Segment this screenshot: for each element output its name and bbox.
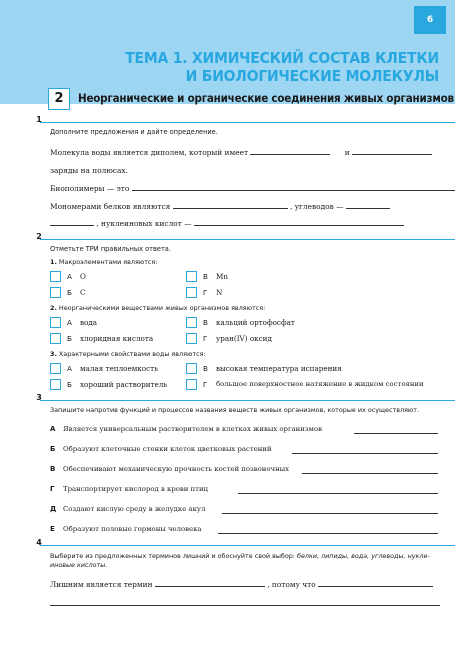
task-3-row [50,465,440,475]
row-text: Транспортирует кислород в крови птиц [63,485,208,493]
task-4-instruction-text: Выберите из предложенных терминов лишний и обоснуйте свой выбор: [50,552,295,560]
option-text: хороший растворитель [80,380,168,389]
task-1-line-4-text-a: Мономерами белков являются [50,202,171,211]
task-2-number: 2 [36,232,42,241]
option-letter: В [203,272,208,281]
row-text: Образуют клеточные стенки клеток цветковых растений [63,445,272,453]
task-4-divider [40,545,455,546]
task-1-line-3 [50,184,455,193]
q1-option-b[interactable] [50,287,180,299]
q2-option-g[interactable] [186,333,386,345]
question-3 [50,350,206,358]
task-4-instruction-cont [50,561,107,569]
task-1-number: 1 [36,115,42,124]
option-text: Mn [216,272,228,281]
option-text: уран(IV) оксид [216,334,272,343]
q2-option-a[interactable] [50,317,180,329]
option-letter: Б [67,288,72,297]
page-number: 6 [414,6,446,34]
task-1-line-2: заряды на полюсах. [50,166,128,175]
checkbox[interactable] [50,379,61,390]
checkbox[interactable] [186,333,197,344]
q3-option-v[interactable] [186,363,446,375]
task-3-row [50,485,440,495]
answer-line[interactable] [50,605,440,606]
task-1-line-1 [50,148,432,157]
question-2-text: Неорганическими веществами живых организмов являются: [58,304,266,312]
answer-blank[interactable] [194,219,404,226]
option-letter: Г [203,288,208,297]
task-4-answer-text-b: , потому что [267,580,316,589]
q3-option-a[interactable] [50,363,180,375]
task-3-row [50,445,440,455]
q1-option-g[interactable] [186,287,316,299]
q3-option-b[interactable] [50,379,180,391]
question-3-text: Характерными свойствами воды являются: [58,350,206,358]
row-letter: В [50,465,56,473]
option-letter: В [203,364,208,373]
question-1-text: Макроэлементами являются: [58,258,158,266]
option-letter: Б [67,334,72,343]
q1-option-v[interactable] [186,271,316,283]
option-text: O [80,272,86,281]
task-1-line-1-text-a: Молекула воды является диполем, который имеет [50,148,249,157]
option-text: кальций ортофосфат [216,318,295,327]
checkbox[interactable] [186,317,197,328]
q2-option-v[interactable] [186,317,386,329]
task-4-answer-line [50,580,433,589]
question-1 [50,258,157,266]
row-text: Обеспечивают механическую прочность костей позвоночных [63,465,290,473]
option-letter: Г [203,380,208,389]
task-1-line-4-text-b: , углеводов — [290,202,344,211]
topic-title-line-1: ТЕМА 1. ХИМИЧЕСКИЙ СОСТАВ КЛЕТКИ [125,49,439,67]
option-letter: А [67,364,72,373]
task-1-line-1-text-b: и [344,148,350,157]
checkbox[interactable] [50,287,61,298]
task-3-row [50,425,440,435]
answer-blank[interactable] [132,184,455,191]
answer-line[interactable] [218,533,438,534]
option-letter: А [67,318,72,327]
question-2 [50,304,265,312]
option-text: вода [80,318,98,327]
task-4-answer-text-a: Лишним является термин [50,580,153,589]
task-4-instruction [50,552,430,560]
checkbox[interactable] [186,363,197,374]
checkbox[interactable] [186,271,197,282]
checkbox[interactable] [50,363,61,374]
task-3-instruction: Запишите напротив функций и процессов названия веществ живых организмов, которые их осуществляют. [50,406,420,414]
lesson-title: Неорганические и органические соединения живых организмов [78,91,454,105]
lesson-header [48,88,454,112]
option-letter: В [203,318,208,327]
option-letter: А [67,272,72,281]
task-4-terms: белки, липиды, вода, углеводы, нукле- [297,552,430,560]
row-text: Образуют половые гормоны человека [63,525,202,533]
task-3-number: 3 [36,393,42,402]
task-2-divider [40,239,455,240]
option-text: высокая температура испарения [216,364,342,373]
answer-blank[interactable] [346,202,390,209]
row-letter: Е [50,525,55,533]
answer-line[interactable] [222,513,438,514]
topic-title-line-2: И БИОЛОГИЧЕСКИЕ МОЛЕКУЛЫ [185,67,439,85]
checkbox[interactable] [186,379,197,390]
option-letter: Г [203,334,208,343]
task-1-line-4 [50,202,390,211]
option-text: хлоридная кислота [80,334,154,343]
answer-line[interactable] [292,453,438,454]
task-3-row [50,525,440,535]
row-letter: А [50,425,56,433]
option-text: C [80,288,86,297]
checkbox[interactable] [50,271,61,282]
answer-blank[interactable] [50,219,94,226]
question-1-number: 1. [50,258,57,266]
row-letter: Д [50,505,57,513]
task-1-divider [40,122,455,123]
option-letter: Б [67,380,72,389]
answer-blank[interactable] [318,580,433,587]
row-letter: Б [50,445,56,453]
answer-blank[interactable] [155,580,265,587]
answer-blank[interactable] [352,148,432,155]
checkbox[interactable] [50,317,61,328]
task-4-terms-cont: иновые кислоты. [50,561,108,569]
task-1-line-3-text: Биополимеры — это [50,184,130,193]
answer-line[interactable] [302,473,438,474]
lesson-number: 2 [48,88,70,110]
checkbox[interactable] [186,287,197,298]
topic-title [39,49,439,85]
option-text: N [216,288,223,297]
answer-line[interactable] [354,433,438,434]
checkbox[interactable] [50,333,61,344]
row-text: Создают кислую среду в желудке акул [63,505,206,513]
task-2-instruction: Отметьте ТРИ правильных ответа. [50,245,171,253]
row-letter: Г [50,485,55,493]
option-text: большое поверхностное натяжение в жидком состоянии [216,380,424,388]
task-1-line-5 [50,219,404,228]
option-text: малая теплоемкость [80,364,159,373]
answer-blank[interactable] [250,148,330,155]
q2-option-b[interactable] [50,333,180,345]
question-3-number: 3. [50,350,57,358]
question-2-number: 2. [50,304,57,312]
row-text: Является универсальным растворителем в клетках живых организмов [63,425,323,433]
task-4-number: 4 [36,538,42,547]
task-1-line-5-text: , нуклеиновых кислот — [96,219,192,228]
task-3-row [50,505,440,515]
task-3-divider [40,400,455,401]
q1-option-a[interactable] [50,271,180,283]
answer-blank[interactable] [173,202,288,209]
q3-option-g[interactable] [186,379,446,391]
answer-line[interactable] [238,493,438,494]
task-1-instruction: Дополните предложения и дайте определение. [50,128,218,136]
